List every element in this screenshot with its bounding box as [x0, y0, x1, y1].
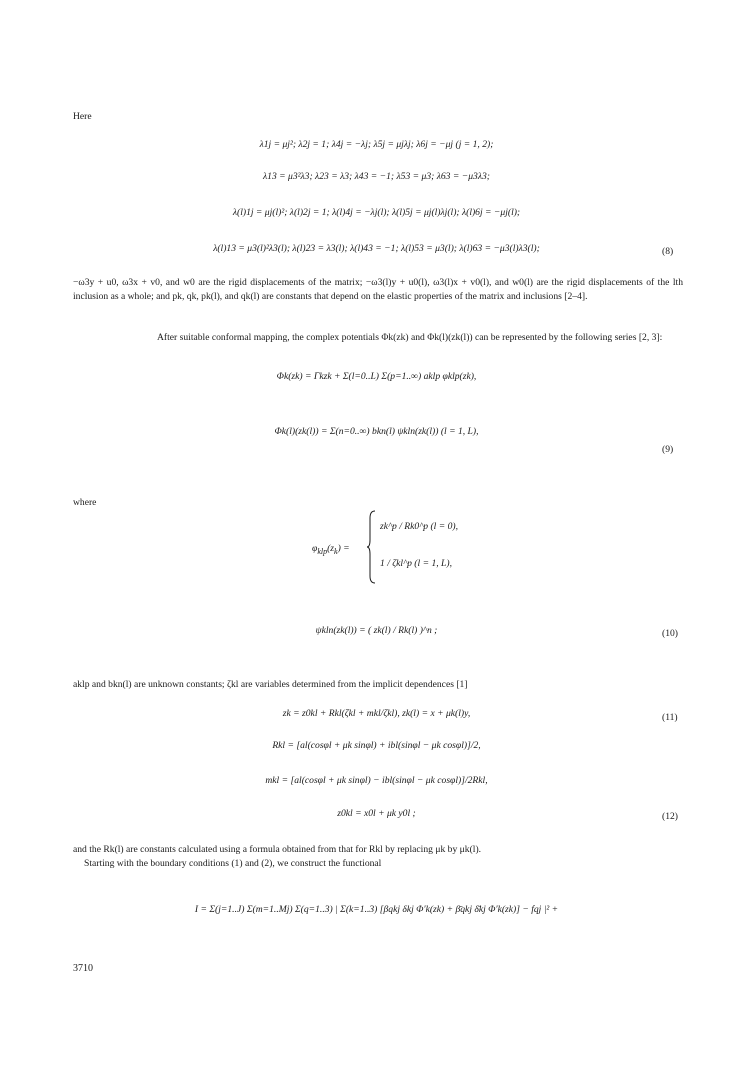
paragraph-functional-intro: Starting with the boundary conditions (1) and (2), we construct the functional — [84, 858, 382, 869]
eq8-line4: λ(l)13 = μ3(l)²λ3(l); λ(l)23 = λ3(l); λ(l)43 = −1; λ(l)53 = μ3(l); λ(l)63 = −μ3(l)λ3(l); — [213, 243, 540, 254]
eq11-R: Rkl = [al(cosφl + μk sinφl) + ibl(sinφl − μk cosφl)]/2, — [272, 740, 481, 751]
eq9-line1: Φk(zk) = Γkzk + Σ(l=0..L) Σ(p=1..∞) aklp φklp(zk), — [276, 371, 477, 382]
eq11-line: zk = z0kl + Rkl(ζkl + mkl/ζkl), zk(l) = x + μk(l)y, — [282, 708, 471, 719]
where-label: where — [73, 497, 97, 508]
page-number: 3710 — [73, 963, 93, 974]
eq8-line1: λ1j = μj²; λ2j = 1; λ4j = −λj; λ5j = μjλj; λ6j = −μj (j = 1, 2); — [259, 139, 494, 150]
eq8-line3: λ(l)1j = μj(l)²; λ(l)2j = 1; λ(l)4j = −λj(l); λ(l)5j = μj(l)λj(l); λ(l)6j = −μj(l); — [232, 207, 521, 218]
eq9-line2: Φk(l)(zk(l)) = Σ(n=0..∞) bkn(l) ψkln(zk(l)) (l = 1, L), — [274, 426, 479, 437]
eq12-line: z0kl = x0l + μk y0l ; — [337, 808, 416, 819]
eq11-number: (11) — [662, 712, 678, 723]
left-brace — [366, 510, 376, 584]
eq11-m: mkl = [al(cosφl + μk sinφl) − ibl(sinφl − μk cosφl)]/2Rkl, — [265, 775, 488, 786]
eq10-case1: zk^p / Rk0^p (l = 0), — [380, 521, 458, 532]
intro-word: Here — [73, 111, 92, 122]
eq10-case2: 1 / ζkl^p (l = 1, L), — [380, 558, 452, 569]
eq12-number: (12) — [662, 811, 678, 822]
paragraph-displacements: −ω3y + u0, ω3x + v0, and w0 are the rigid displacements of the matrix; −ω3(l)y + u0(l), ω3(l)x + v0(l), and w0(l) are the rigid displacements of the lth inclusion as a whole; and pk, qk, pk(l), and qk(l) are constants that depend on the elastic properties of the matrix and inclusions [2–4]. — [73, 277, 683, 302]
paragraph-R-constants: and the Rk(l) are constants calculated using a formula obtained from that for Rkl by replacing μk by μk(l). — [73, 844, 482, 855]
paragraph-unknown-constants: aklp and bkn(l) are unknown constants; ζkl are variables determined from the implicit dependences [1] — [73, 679, 468, 690]
paragraph-conformal-mapping: After suitable conformal mapping, the complex potentials Φk(zk) and Φk(l)(zk(l)) can be represented by the following series [2, 3]: — [157, 332, 663, 343]
eq9-number: (9) — [662, 444, 674, 455]
phi-klp-lhs: $\varphi_{klp}(z_k)$ = — [312, 543, 350, 556]
eq10-psi: ψkln(zk(l)) = ( zk(l) / Rk(l) )^n ; — [315, 625, 438, 636]
eq10-number: (10) — [662, 628, 678, 639]
eq8-line2: λ13 = μ3²λ3; λ23 = λ3; λ43 = −1; λ53 = μ3; λ63 = −μ3λ3; — [263, 171, 490, 182]
eq8-number: (8) — [662, 246, 674, 257]
functional-equation: I = Σ(j=1..J) Σ(m=1..Mj) Σ(q=1..3) | Σ(k=1..3) [βqkj δkj Φ′k(zk) + β̄qkj δ̄kj Φ′k(zk)] − fqj |² + — [194, 904, 559, 915]
